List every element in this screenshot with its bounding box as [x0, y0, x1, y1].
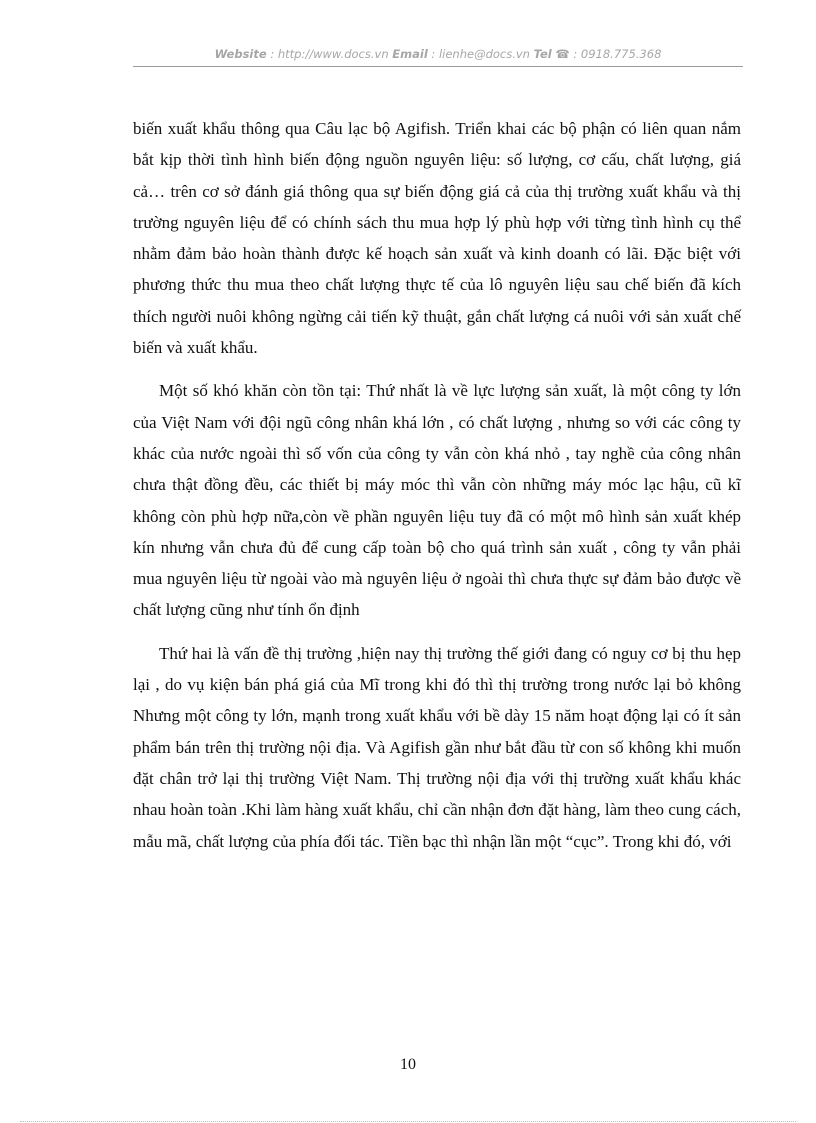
paragraph-spacer — [133, 626, 741, 638]
paragraph-3: Thứ hai là vấn đề thị trường ,hiện nay thị trường thế giới đang có nguy cơ bị thu hẹp lại , do vụ kiện bán phá giá của Mĩ trong khi đó thì thị trường trong nước lại bỏ không Nhưng một công ty lớn, mạnh trong xuất khẩu với bề dày 15 năm hoạt động lại có ít sản phẩm bán trên thị trường nội địa. Và Agifish gần như bắt đầu từ con số không khi muốn đặt chân trở lại thị trường Việt Nam. Thị trường nội địa với thị trường xuất khẩu khác nhau hoàn toàn .Khi làm hàng xuất khẩu, chỉ cần nhận đơn đặt hàng, làm theo cung cách, mẫu mã, chất lượng của phía đối tác. Tiền bạc thì nhận lần một “cục”. Trong khi đó, với — [133, 643, 741, 851]
page-header — [133, 47, 743, 61]
tel-value: : 0918.775.368 — [569, 47, 662, 61]
email-label: Email — [392, 47, 428, 61]
website-value: : http://www.docs.vn — [266, 47, 393, 61]
page-number: 10 — [400, 1056, 416, 1073]
header-divider — [133, 66, 743, 67]
email-value: : lienhe@docs.vn — [427, 47, 534, 61]
page-bottom-border — [20, 1121, 796, 1122]
website-label: Website — [214, 47, 267, 61]
tel-label: Tel — [533, 47, 552, 61]
paragraph-spacer — [133, 363, 741, 375]
body-text — [133, 113, 741, 857]
paragraph-1: biến xuất khẩu thông qua Câu lạc bộ Agifish. Triển khai các bộ phận có liên quan nắm bắt kịp thời tình hình biến động nguồn nguyên liệu: số lượng, cơ cấu, chất lượng, giá cả… trên cơ sở đánh giá thông qua sự biến động giá cả của thị trường xuất khẩu và thị trường nguyên liệu để có chính sách thu mua hợp lý phù hợp với từng tình hình cụ thể nhằm đảm bảo hoàn thành được kế hoạch sản xuất và kinh doanh có lãi. Đặc biệt với phương thức thu mua theo chất lượng thực tế của lô nguyên liệu sau chế biến đã kích thích người nuôi không ngừng cải tiến kỹ thuật, gắn chất lượng cá nuôi với sản xuất chế biến và xuất khẩu. — [133, 119, 741, 358]
telephone-icon: ☎ — [555, 47, 570, 61]
paragraph-2: Một số khó khăn còn tồn tại: Thứ nhất là về lực lượng sản xuất, là một công ty lớn của Việt Nam với đội ngũ công nhân khá lớn , có chất lượng , nhưng so với các công ty khác của nước ngoài thì số vốn của công ty vẫn còn khá nhỏ , tay nghề của công nhân chưa thật đồng đều, các thiết bị máy móc thì vẫn còn những máy móc lạc hậu, cũ kĩ không còn phù hợp nữa,còn về phần nguyên liệu tuy đã có một mô hình sản xuất khép kín nhưng vẫn chưa đủ để cung cấp toàn bộ cho quá trình sản xuất , công ty vẫn phải mua nguyên liệu từ ngoài vào mà nguyên liệu ở ngoài thì chưa thực sự đảm bảo được về chất lượng cũng như tính ổn định — [133, 381, 741, 620]
